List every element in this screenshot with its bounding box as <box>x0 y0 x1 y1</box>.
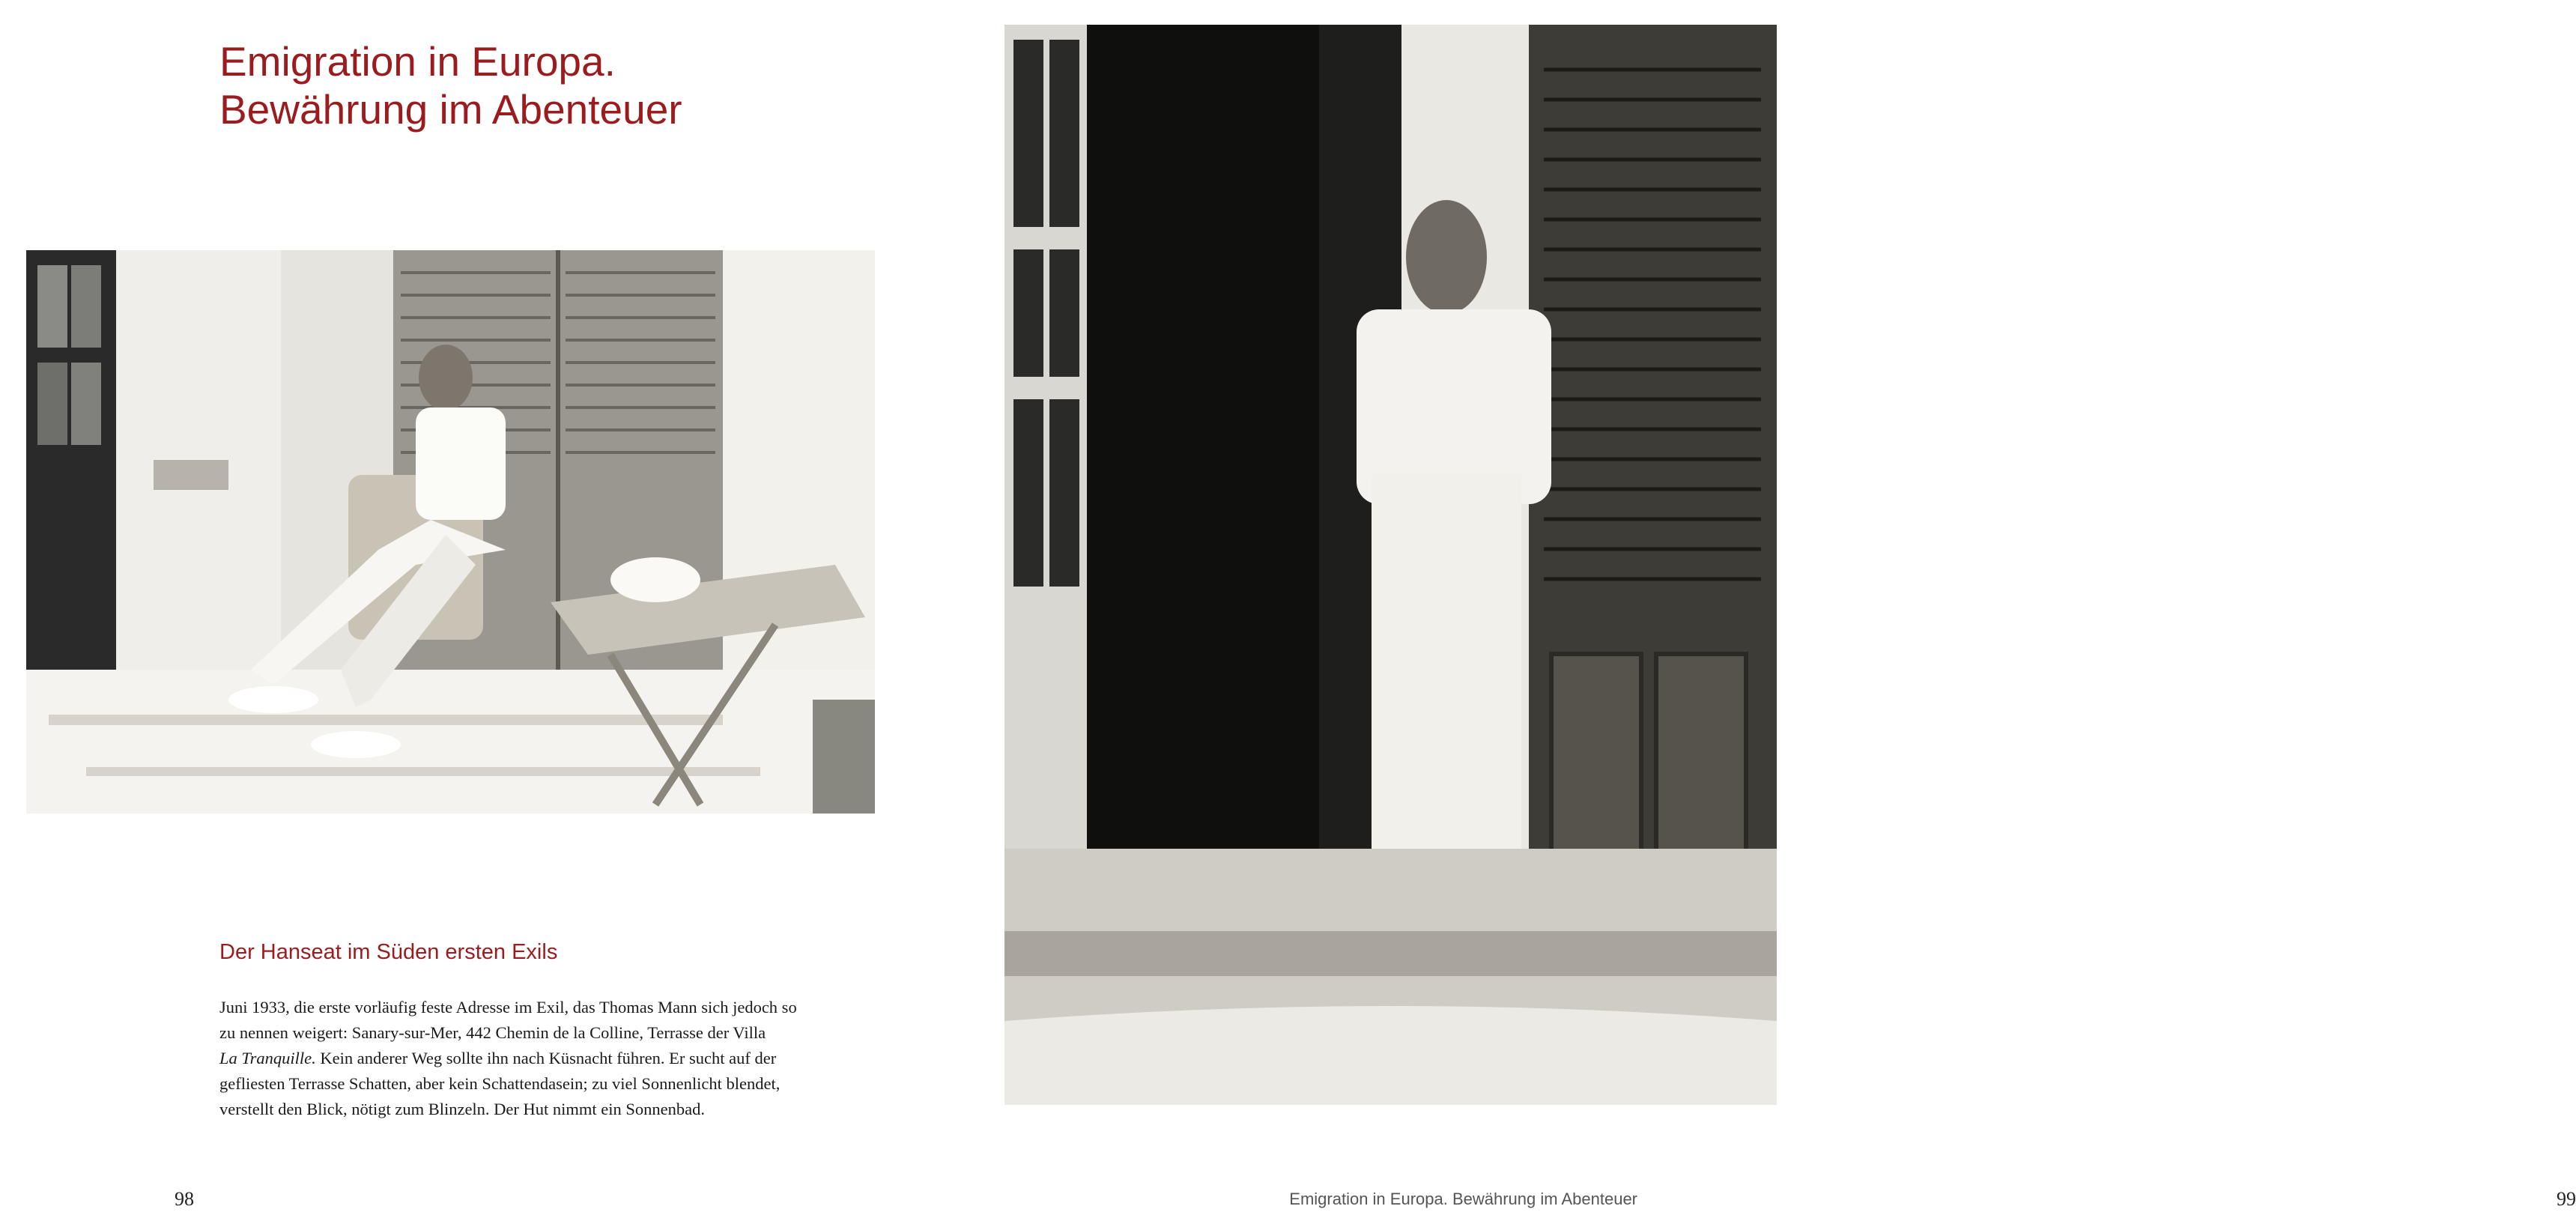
running-head: Emigration in Europa. Bewährung im Abenteuer <box>1289 1190 1637 1208</box>
body-line-1: Juni 1933, die erste vorläufig feste Adresse im Exil, das Thomas Mann sich jedoch so <box>219 998 797 1017</box>
section-heading: Der Hanseat im Süden ersten Exils <box>219 940 558 964</box>
villa-name: La Tranquille. <box>219 1049 316 1067</box>
body-line-3-rest: Kein anderer Weg sollte ihn nach Küsnacht führen. Er sucht auf der <box>315 1049 777 1067</box>
page-number-left: 98 <box>175 1188 194 1210</box>
right-page <box>899 0 2576 1230</box>
page-number-right: 99 <box>2557 1188 2576 1210</box>
left-page <box>0 0 899 1230</box>
body-line-2: zu nennen weigert: Sanary-sur-Mer, 442 Chemin de la Colline, Terrasse der Villa <box>219 1023 766 1042</box>
body-line-5: verstellt den Blick, nötigt zum Blinzeln. Der Hut nimmt ein Sonnenbad. <box>219 1100 706 1118</box>
body-paragraph <box>219 995 879 1122</box>
chapter-title-line-1: Emigration in Europa. <box>219 38 616 85</box>
body-line-3 <box>219 1046 879 1071</box>
chapter-title <box>219 37 819 133</box>
body-line-4: gefliesten Terrasse Schatten, aber kein Schattendasein; zu viel Sonnenlicht blendet, <box>219 1074 781 1093</box>
chapter-title-line-2: Bewährung im Abenteuer <box>219 86 682 133</box>
terrace-photo <box>26 250 875 814</box>
doorway-photo <box>1004 25 1777 1105</box>
